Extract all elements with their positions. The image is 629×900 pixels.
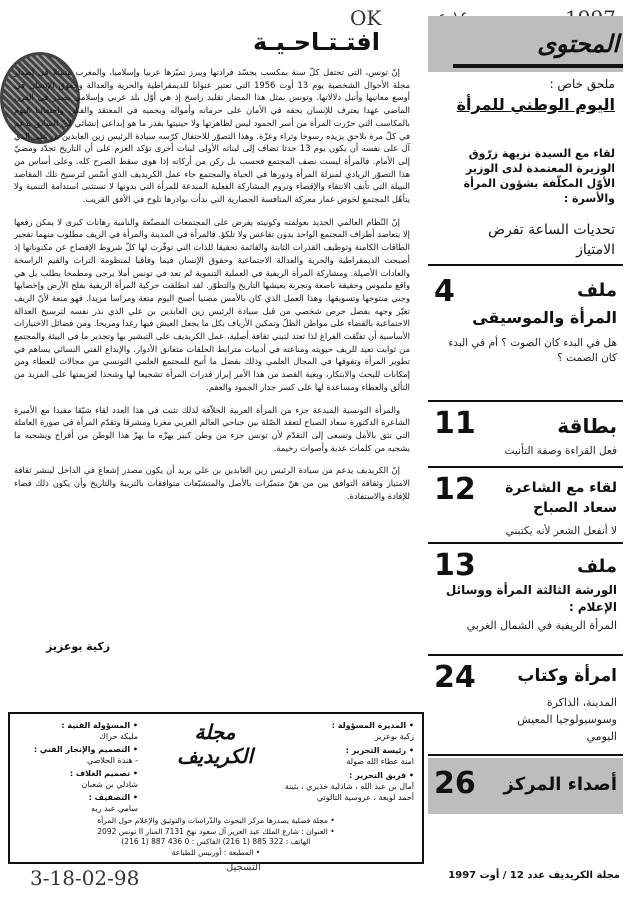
- registration-label: التسجيل: [226, 862, 261, 873]
- divider: [428, 466, 623, 468]
- toc-section: [428, 660, 623, 750]
- section-title: امرأة وكتاب: [517, 666, 617, 686]
- toc-section: [428, 548, 623, 652]
- editorial-paragraph: والمرأة التونسية المبدعة جزء من المرأة العربية الخلاّقة لذلك تثبت في هذا العدد لقاء شيّقا مفيدا مع الأميرة الشاعرة الدكتورة سعاد الصباح لتعقد الصّلة بين جناحي العالم العربي مغربا ومشرقا وتقدّم المرأة في صورة العاملة التي تثق بالأمل وتسعى إلى التقدّم لأن تونس جزء من وطن كبير يهزّه ما يهزّ هذا الوطن من أفراح ويشجيه ما يشجيه من كلمات عذبة وأصوات رخيمة.: [14, 404, 410, 453]
- credits-column-right: [274, 720, 414, 803]
- supplement-title: اليوم الوطني للمرأة: [456, 95, 615, 114]
- toc-section: [428, 270, 623, 398]
- credit-name: مليكة حراك: [99, 732, 138, 741]
- credit-role: • المسؤولة الفنية :: [61, 721, 138, 730]
- credit-name: شادلي بن شعبان: [81, 780, 138, 789]
- supplement-body: لقاء مع السيدة نزيهة زرّوق الوزيرة المعتمدة لدى الوزير الأوّل المكلّفة بشؤون المرأة والأسرة :: [463, 147, 615, 205]
- section-subtitle: المدينة، الذاكرة وسوسيولوجيا المعيش اليومي: [517, 696, 617, 743]
- editorial-signature: زكية بوعزيز: [46, 640, 111, 653]
- credits-column-left: [18, 720, 138, 814]
- credit-name: زكية بوعزيز: [374, 732, 414, 741]
- handwritten-date: 3-18-02-98: [30, 866, 140, 890]
- section-page-number: 13: [434, 548, 476, 583]
- magazine-logo: مجلة الكريديف: [176, 720, 254, 768]
- section-title: أصداء المركز: [503, 774, 617, 795]
- section-subtitle: لا أنفعل الشعر لأنه يكتبني: [505, 525, 617, 537]
- credits-line: • مجلة فصلية يصدرها مركز البحوث والدّراسات والتوثيق والإعلام حول المرأة: [97, 816, 335, 825]
- divider: [428, 264, 623, 266]
- section-title: لقاء مع الشاعرة سعاد الصباح: [505, 480, 617, 516]
- supplement-challenges: تحديات الساعة تفرض الامتياز: [488, 222, 615, 258]
- section-page-number: 11: [434, 406, 476, 441]
- credit-name: آمال بن عبد الله ، شادلية خذيري ، بثينة أحمد لويعة ، عروسية التالوتي: [284, 782, 414, 802]
- credit-name: - هندة الحلاصي: [86, 756, 138, 765]
- section-subtitle: فعل القراءة وصفة التأنيث: [504, 445, 617, 457]
- section-title: بطاقة: [557, 414, 617, 438]
- credit-role: • المديرة المسؤولة :: [331, 721, 414, 730]
- section-page-number: 12: [434, 472, 476, 507]
- section-tag: ملف: [577, 280, 617, 301]
- credit-name: امنة عطاء الله صولة: [346, 757, 414, 766]
- divider: [428, 400, 623, 402]
- credits-line: • المطبعة : أوربيس للطباعة: [171, 847, 261, 857]
- divider: [428, 754, 623, 756]
- section-page-number: 26: [434, 766, 476, 801]
- handwritten-ok: OK: [350, 6, 382, 30]
- editorial-paragraph: إنّ الكريديف يدعم من سيادة الرئيس زين العابدين بن علي يريد أن يكون مصدر إشعاع في الداخل لينشر ثقافة الامتياز وثقافة التوافق بين من هنّ متميّزات بالأصل والمتشبّعات متوافقات بالتربية والتاريخ وأن يكون ذلك فضاء للإفادة والاستفادة.: [14, 465, 410, 501]
- page-footer: مجلة الكريديف عدد 12 / أوت 1997: [448, 870, 620, 881]
- credit-role: • رئيسة التحرير :: [345, 746, 414, 755]
- credit-role: • فريق التحرير :: [349, 771, 414, 780]
- divider: [428, 542, 623, 544]
- credit-role: • تصميم الغلاف :: [69, 769, 138, 778]
- toc-section: [428, 472, 623, 536]
- divider: [428, 654, 623, 656]
- editorial-body: [14, 66, 410, 513]
- toc-section: [428, 406, 623, 462]
- toc-section: [428, 764, 623, 808]
- toc-title-underline: [453, 64, 623, 68]
- section-page-number: 24: [434, 660, 476, 695]
- credit-name: سامي عبد ربه: [91, 804, 138, 813]
- editorial-title: افتـتـاحـيـة: [252, 28, 380, 56]
- section-subtitle: هل في البدء كان الصوت ؟ أم في البدء كان الصمت ؟: [448, 337, 617, 364]
- credits-footer: [16, 816, 416, 858]
- section-tag: ملف: [577, 556, 617, 577]
- editorial-paragraph: إنّ تونس، التي تحتفل كلّ سنة بمكسب يجسّد فرادتها ويبرز تميّزها عربيا وإسلاميا، والمغرب متمثلا في إصدار مجلة الأحوال الشخصية يوم 13 أوت 1956 التي تعتبر عنوانا للديمقراطية والحرية والعدالة وحقوق الإنسان في أوسع معانيها وأنبل دلالاتها. وتونس بمثل هذا المضار تقليد راسخ إذ هي أوّل بلد عربي وإسلامي يصدر في القرن الماضي عهدا يعترف للإنسان بحقه في الأمان على حرمانه وأمواله ويحميه في المعتقد والفكر، واحتفالنا اليوم بالمكاسب التي حرّرت المرأة من أسر الجمود ليس لظاهرتها ولا حينيتها بقدر ما هو إبداعي إنشائي لأنّ السابق يدعم في كلّ مرة بلاحق يزيده رسوخا وثراء وعزّة. وهذا التصوّر للاحتفال كرّسه سيادة الرئيس زين العابدين بن علي الذي آل على نفسه أن يكون يوم 13 حدثا تضاف إلى لبناته الأولى لبنات أخرى تؤكد العزم على أن التاريخ تجدّد ومضيّ إلى الأمام. فالمرأة ليست نصف المجتمع فحسب بل ركن من أركانه إذا هوى سقط الصرح كله. وعلى أساس من هذا التصوّر الريادي لمنزلة المرأة ودورها في الحياة والمجتمع جاء عمل الكريديف الذي أسّس لترسيخ تلك المقاصد النبيلة التي تأنف الانتقاء والإقصاء وتروم المشاركة الفعلية المبدعة للمرأة التي بدونها لا تستثنى استدامة التنمية ولا يتأهّل المجتمع لخوض غمار معركة المنافسة الحضارية التي بدأت بوادرها تلوح في الأفق القريب.: [14, 67, 410, 205]
- table-of-contents: [428, 16, 623, 846]
- credit-role: • التصميم والإنجاز الفني :: [33, 745, 138, 754]
- toc-title: المحتوى: [537, 30, 619, 58]
- credit-role: • التصفيف :: [88, 793, 138, 802]
- credits-line: الهاتف : 322 885 (1 216) الفاكس : 0 436 887 (1 216): [121, 837, 311, 846]
- supplement-label: ملحق خاص :: [549, 77, 615, 91]
- editorial: [8, 0, 420, 712]
- section-title: الورشة الثالثة المرأة ووسائل الإعلام :: [445, 583, 617, 614]
- credits-box: [8, 712, 424, 864]
- editorial-paragraph: إنّ النّظام العالمي الجديد بعولمته وكونيته يفرض على المجتمعات المصنّعة والنامية رهانات كبرى لا يمكن رفعها إلا بتعاضد أطراف المجتمع الواحد بدون تقاعس ولا تلكؤ. فالمرأة في المدينة والمرأة في الريف مطلوب منهما تفجير الطاقات الكامنة وتوظيف القدرات الثابتة والقائمة تحقيقا للذات التي توفّرت لها كلّ شروط الإفصاح عن مكنوناتها إذ أصبحت الديمقراطية والحرية والعدالة الاجتماعية وحقوق الإنسان فيما وفاقيا لمنظومة التراث والقيم الراسخة والعادات الأصيلة. ومشاركة المرأة الريفية في العملية التنموية لم تعد في تونس أملا يرجى ومطمحا يطلب بل هي واقع ملموس وحقيقة ناصعة وتجربة يعيشها التاريخ والتطوّر. لقد انطلقت حركية المرأة الريفية بفلح الأرض وإخصابها وجني منتوجها وتسويقها. وهذا العمل الذي كان بالأمس مضنيا أصبح اليوم متعة ومراسا مزيدا. فهو منعة لأنّ الريف تغيّر وجهه بفضل حرص شخصي من قبل سيادة الرئيس زين العابدين بن علي الذي نذر نفسه لترسيخ العدالة الاجتماعية بالقضاء على مواطن الظلّ وتمكين الأرياف بكل ما يجعل العيش فيها رغدا ومريحا. ومن فضائل الاختيارات الأساسية أن تفتّقت الفراغ لذا تعتد لتبني ثقافة أصلية، عمل الكريديف على التبشير بها وتجذير ما في البيئة والمجتمع من ثوابت تعيد للريف حيويته ومناعته في أدبيات مترابط الحلقات متعانق الأدوار. والإبداع الفني النسائي يساهم في تطوير المرأة وتفوقها في المجال العلمي وذلك بفضل ما أتيح للمجتمع العلمي التونسي من مجالات للعطاء ومن إمكانات للبحث والابتكار، وبغية القصد من هذا الأمر إبراز قدرات المرأة تشجيعا لها وشحذا لعزيمتها على المزيد من التألق والعطاء ومساعدة لها على كسر جدار الجمود والعقم.: [14, 216, 410, 392]
- section-title: المرأة والموسيقى: [472, 308, 617, 327]
- section-page-number: 4: [434, 274, 455, 309]
- credits-line: • العنوان : شارع الملك عبد العزيز آل سعود نهج 7131 المنار II تونس 2092: [97, 826, 335, 836]
- section-subtitle: المرأة الريفية في الشمال الغربي: [466, 619, 617, 632]
